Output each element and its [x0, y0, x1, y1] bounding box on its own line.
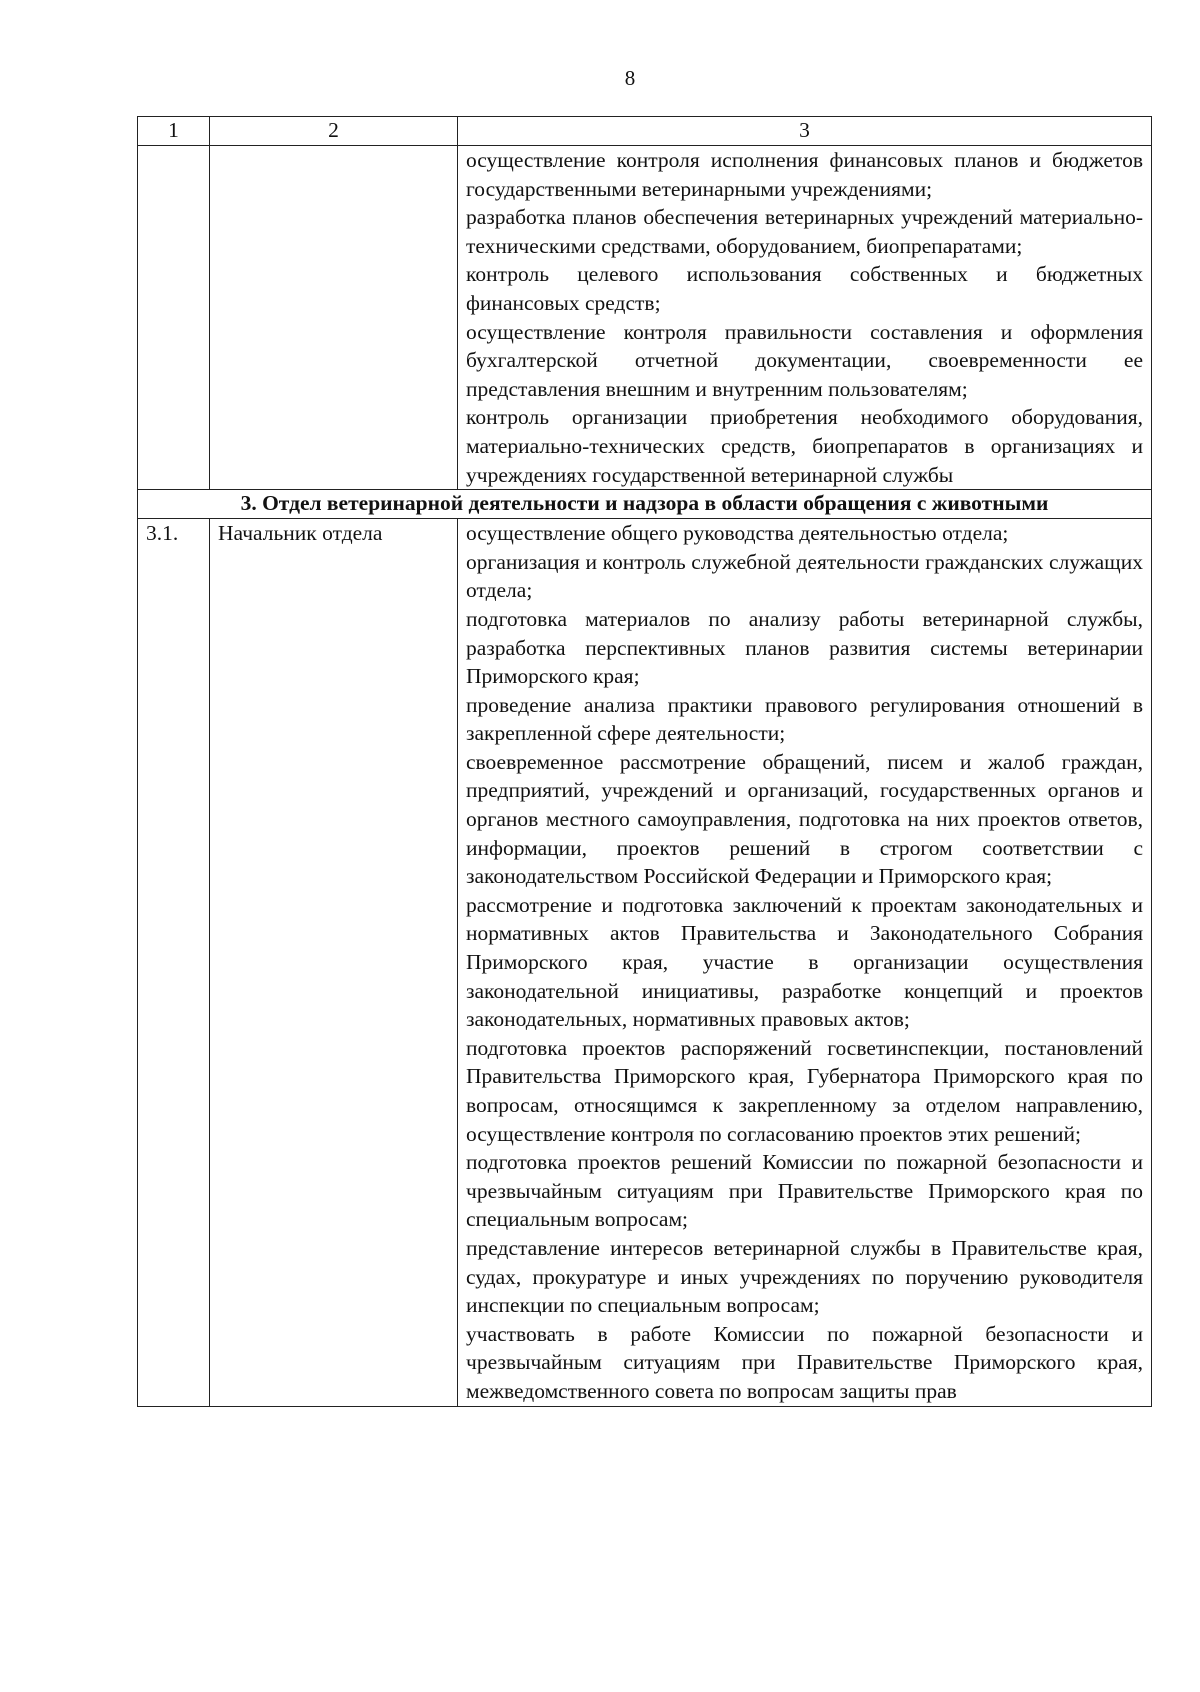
duty-item: проведение анализа практики правового регулирования отношений в закрепленной сфере деятельности; — [466, 692, 1143, 746]
duties-cell — [458, 519, 1152, 1406]
duty-item: осуществление контроля исполнения финансовых планов и бюджетов государственными ветеринарными учреждениями; — [466, 148, 1143, 201]
duty-item: подготовка материалов по анализу работы ветеринарной службы, разработка перспективных планов развития системы ветеринарии Приморского края; — [466, 606, 1143, 689]
table-row-continuation — [138, 146, 1152, 490]
duty-item: своевременное рассмотрение обращений, писем и жалоб граждан, предприятий, учреждений и организаций, государственных органов и органов местного самоуправления, подготовка на них проектов ответов, информации, проектов решений в строгом соответствии с законодательством Российской Федерации и Приморского края; — [466, 749, 1143, 889]
position-title: Начальник отдела — [210, 519, 458, 1406]
duty-item: подготовка проектов распоряжений госветинспекции, постановлений Правительства Приморского края, Губернатора Приморского края по вопросам, относящимся к закрепленному за отделом направлению, осуществление контроля по согласованию проектов этих решений; — [466, 1035, 1143, 1146]
continuation-position-cell — [210, 146, 458, 490]
continuation-number-cell — [138, 146, 210, 490]
table-header-row — [138, 117, 1152, 146]
header-col-2: 2 — [210, 117, 458, 146]
duty-item: подготовка проектов решений Комиссии по пожарной безопасности и чрезвычайным ситуациям при Правительстве Приморского края по специальным вопросам; — [466, 1150, 1143, 1232]
header-col-3: 3 — [458, 117, 1152, 146]
page-number: 8 — [624, 66, 636, 90]
continuation-duties-cell — [458, 146, 1152, 490]
duty-item: представление интересов ветеринарной службы в Правительстве края, судах, прокуратуре и иных учреждениях по поручению руководителя инспекции по специальным вопросам; — [466, 1235, 1143, 1318]
table-row-3-1 — [138, 519, 1152, 1406]
duties-table — [137, 116, 1152, 1407]
duty-item: осуществление общего руководства деятельностью отдела; — [466, 521, 1009, 546]
duty-item: организация и контроль служебной деятельности гражданских служащих отдела; — [466, 549, 1143, 603]
duty-item: разработка планов обеспечения ветеринарных учреждений материально-техническими средствами, оборудованием, биопрепаратами; — [466, 205, 1143, 258]
duty-item: рассмотрение и подготовка заключений к проектам законодательных и нормативных актов Правительства и Законодательного Собрания Приморского края, участие в организации осуществления законодательной инициативы, разработке концепций и проектов законодательных, нормативных правовых актов; — [466, 892, 1143, 1032]
duty-item: участвовать в работе Комиссии по пожарной безопасности и чрезвычайным ситуациям при Правительстве Приморского края, межведомственного совета по вопросам защиты прав — [466, 1321, 1143, 1403]
duty-item: осуществление контроля правильности составления и оформления бухгалтерской отчетной документации, своевременности ее представления внешним и внутренним пользователям; — [466, 319, 1143, 401]
duty-item: контроль организации приобретения необходимого оборудования, материально-технических средств, биопрепаратов в организациях и учреждениях государственной ветеринарной службы — [466, 405, 1143, 487]
section-title: 3. Отдел ветеринарной деятельности и надзора в области обращения с животными — [138, 490, 1152, 519]
header-col-1: 1 — [138, 117, 210, 146]
duty-item: контроль целевого использования собственных и бюджетных финансовых средств; — [466, 262, 1143, 315]
section-heading-row — [138, 490, 1152, 519]
row-number: 3.1. — [138, 519, 210, 1406]
